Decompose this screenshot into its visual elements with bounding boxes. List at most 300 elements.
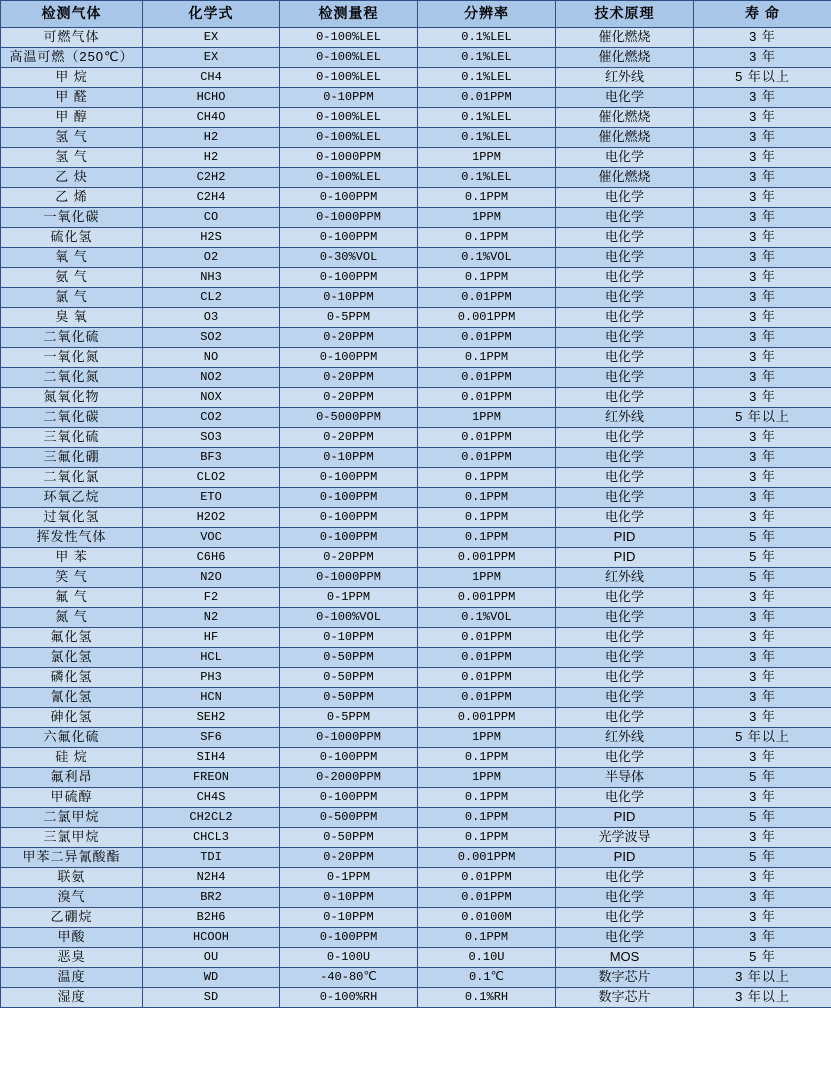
cell-range: -40-80℃ (280, 968, 418, 988)
cell-life: 5 年 (694, 768, 831, 788)
table-row (1, 928, 831, 948)
cell-resolution: 1PPM (418, 728, 556, 748)
cell-resolution: 0.1PPM (418, 828, 556, 848)
cell-range: 0-100PPM (280, 928, 418, 948)
cell-principle: 电化学 (556, 468, 694, 488)
table-row (1, 428, 831, 448)
cell-life: 3 年 (694, 108, 831, 128)
cell-range: 0-100PPM (280, 528, 418, 548)
cell-formula: CH4S (143, 788, 280, 808)
cell-resolution: 0.01PPM (418, 88, 556, 108)
cell-principle: 电化学 (556, 628, 694, 648)
table-row (1, 608, 831, 628)
cell-resolution: 0.1PPM (418, 228, 556, 248)
table-row (1, 48, 831, 68)
cell-resolution: 0.1PPM (418, 488, 556, 508)
cell-formula: EX (143, 48, 280, 68)
cell-gas: 乙 炔 (1, 168, 143, 188)
cell-formula: TDI (143, 848, 280, 868)
cell-formula: B2H6 (143, 908, 280, 928)
cell-formula: HCL (143, 648, 280, 668)
cell-life: 3 年 (694, 48, 831, 68)
cell-gas: 氮氧化物 (1, 388, 143, 408)
cell-formula: H2 (143, 128, 280, 148)
table-row (1, 968, 831, 988)
table-row (1, 308, 831, 328)
cell-gas: 硅 烷 (1, 748, 143, 768)
cell-formula: CH4O (143, 108, 280, 128)
table-row (1, 988, 831, 1008)
cell-life: 3 年 (694, 748, 831, 768)
cell-range: 0-10PPM (280, 628, 418, 648)
column-header-principle: 技术原理 (556, 1, 694, 28)
cell-gas: 硫化氢 (1, 228, 143, 248)
cell-range: 0-20PPM (280, 848, 418, 868)
cell-principle: 红外线 (556, 568, 694, 588)
cell-life: 3 年 (694, 708, 831, 728)
cell-formula: CHCL3 (143, 828, 280, 848)
cell-life: 5 年以上 (694, 68, 831, 88)
cell-range: 0-1000PPM (280, 568, 418, 588)
cell-gas: 氯 气 (1, 288, 143, 308)
cell-principle: 电化学 (556, 368, 694, 388)
table-row (1, 588, 831, 608)
cell-resolution: 0.001PPM (418, 708, 556, 728)
cell-principle: PID (556, 808, 694, 828)
cell-principle: 红外线 (556, 728, 694, 748)
cell-resolution: 1PPM (418, 568, 556, 588)
cell-formula: SO2 (143, 328, 280, 348)
cell-range: 0-100PPM (280, 228, 418, 248)
cell-gas: 甲 烷 (1, 68, 143, 88)
cell-principle: 电化学 (556, 428, 694, 448)
cell-resolution: 1PPM (418, 768, 556, 788)
cell-resolution: 0.01PPM (418, 368, 556, 388)
cell-life: 5 年 (694, 528, 831, 548)
column-header-formula: 化学式 (143, 1, 280, 28)
cell-formula: HF (143, 628, 280, 648)
cell-gas: 联氨 (1, 868, 143, 888)
table-row (1, 188, 831, 208)
cell-range: 0-100%RH (280, 988, 418, 1008)
cell-range: 0-20PPM (280, 428, 418, 448)
cell-formula: CH4 (143, 68, 280, 88)
cell-range: 0-100%LEL (280, 68, 418, 88)
table-row (1, 208, 831, 228)
cell-life: 3 年 (694, 228, 831, 248)
cell-formula: CH2CL2 (143, 808, 280, 828)
cell-range: 0-20PPM (280, 328, 418, 348)
column-header-life: 寿 命 (694, 1, 831, 28)
cell-life: 5 年 (694, 948, 831, 968)
cell-principle: 电化学 (556, 488, 694, 508)
table-row (1, 548, 831, 568)
cell-gas: 温度 (1, 968, 143, 988)
table-row (1, 568, 831, 588)
table-row (1, 788, 831, 808)
table-body (1, 28, 831, 1008)
cell-life: 3 年 (694, 788, 831, 808)
cell-principle: 电化学 (556, 308, 694, 328)
cell-resolution: 0.001PPM (418, 308, 556, 328)
cell-principle: PID (556, 848, 694, 868)
cell-range: 0-20PPM (280, 368, 418, 388)
cell-range: 0-20PPM (280, 548, 418, 568)
cell-principle: 电化学 (556, 188, 694, 208)
cell-principle: 电化学 (556, 748, 694, 768)
cell-resolution: 0.01PPM (418, 388, 556, 408)
cell-range: 0-1000PPM (280, 728, 418, 748)
cell-gas: 环氧乙烷 (1, 488, 143, 508)
cell-gas: 一氧化碳 (1, 208, 143, 228)
cell-principle: PID (556, 548, 694, 568)
cell-principle: 电化学 (556, 668, 694, 688)
cell-range: 0-100PPM (280, 268, 418, 288)
cell-gas: 甲硫醇 (1, 788, 143, 808)
cell-formula: CL2 (143, 288, 280, 308)
cell-formula: NO2 (143, 368, 280, 388)
cell-life: 3 年 (694, 308, 831, 328)
cell-principle: 电化学 (556, 88, 694, 108)
cell-life: 3 年 (694, 488, 831, 508)
table-row (1, 948, 831, 968)
cell-range: 0-100PPM (280, 488, 418, 508)
cell-formula: N2O (143, 568, 280, 588)
cell-gas: 甲苯二异氰酸酯 (1, 848, 143, 868)
table-row (1, 728, 831, 748)
cell-resolution: 0.01PPM (418, 288, 556, 308)
cell-principle: MOS (556, 948, 694, 968)
cell-life: 3 年 (694, 928, 831, 948)
cell-range: 0-50PPM (280, 668, 418, 688)
cell-range: 0-500PPM (280, 808, 418, 828)
cell-principle: 红外线 (556, 68, 694, 88)
cell-principle: 电化学 (556, 928, 694, 948)
cell-range: 0-10PPM (280, 88, 418, 108)
cell-principle: 光学波导 (556, 828, 694, 848)
cell-gas: 二氧化氯 (1, 468, 143, 488)
cell-gas: 氧 气 (1, 248, 143, 268)
cell-life: 5 年以上 (694, 408, 831, 428)
cell-resolution: 0.1PPM (418, 528, 556, 548)
cell-life: 3 年 (694, 188, 831, 208)
cell-principle: 电化学 (556, 708, 694, 728)
cell-resolution: 0.1%VOL (418, 248, 556, 268)
cell-range: 0-100%LEL (280, 48, 418, 68)
cell-resolution: 0.001PPM (418, 848, 556, 868)
cell-resolution: 0.001PPM (418, 588, 556, 608)
cell-formula: EX (143, 28, 280, 48)
cell-resolution: 1PPM (418, 148, 556, 168)
cell-range: 0-100%LEL (280, 168, 418, 188)
cell-gas: 湿度 (1, 988, 143, 1008)
cell-formula: CO2 (143, 408, 280, 428)
cell-formula: O3 (143, 308, 280, 328)
cell-principle: 电化学 (556, 268, 694, 288)
cell-range: 0-100PPM (280, 348, 418, 368)
cell-principle: 电化学 (556, 688, 694, 708)
cell-principle: 催化燃烧 (556, 168, 694, 188)
cell-formula: C2H2 (143, 168, 280, 188)
cell-life: 3 年 (694, 208, 831, 228)
cell-range: 0-10PPM (280, 908, 418, 928)
table-header (1, 1, 831, 28)
cell-life: 3 年以上 (694, 988, 831, 1008)
cell-life: 3 年 (694, 88, 831, 108)
cell-principle: 红外线 (556, 408, 694, 428)
table-row (1, 68, 831, 88)
cell-gas: 氢 气 (1, 128, 143, 148)
cell-formula: H2 (143, 148, 280, 168)
table-row (1, 128, 831, 148)
cell-principle: 电化学 (556, 648, 694, 668)
cell-resolution: 0.1PPM (418, 748, 556, 768)
table-row (1, 88, 831, 108)
table-row (1, 488, 831, 508)
cell-resolution: 0.1%LEL (418, 108, 556, 128)
cell-principle: 催化燃烧 (556, 48, 694, 68)
cell-principle: 电化学 (556, 788, 694, 808)
cell-gas: 三氧化硫 (1, 428, 143, 448)
cell-life: 3 年 (694, 868, 831, 888)
cell-resolution: 0.1PPM (418, 928, 556, 948)
cell-formula: OU (143, 948, 280, 968)
cell-resolution: 0.001PPM (418, 548, 556, 568)
cell-formula: VOC (143, 528, 280, 548)
cell-principle: 数字芯片 (556, 988, 694, 1008)
cell-range: 0-100PPM (280, 508, 418, 528)
cell-life: 3 年 (694, 888, 831, 908)
table-row (1, 668, 831, 688)
cell-life: 5 年 (694, 548, 831, 568)
cell-gas: 乙硼烷 (1, 908, 143, 928)
table-row (1, 268, 831, 288)
cell-formula: BR2 (143, 888, 280, 908)
cell-formula: H2S (143, 228, 280, 248)
cell-resolution: 0.1PPM (418, 348, 556, 368)
cell-gas: 溴气 (1, 888, 143, 908)
cell-gas: 甲 醇 (1, 108, 143, 128)
cell-formula: CLO2 (143, 468, 280, 488)
cell-resolution: 0.1PPM (418, 468, 556, 488)
cell-life: 3 年 (694, 388, 831, 408)
cell-life: 3 年 (694, 248, 831, 268)
cell-life: 3 年以上 (694, 968, 831, 988)
cell-resolution: 0.10U (418, 948, 556, 968)
cell-formula: H2O2 (143, 508, 280, 528)
table-row (1, 508, 831, 528)
cell-resolution: 0.01PPM (418, 668, 556, 688)
cell-range: 0-50PPM (280, 648, 418, 668)
cell-gas: 一氧化氮 (1, 348, 143, 368)
cell-resolution: 0.01PPM (418, 868, 556, 888)
table-row (1, 908, 831, 928)
cell-life: 3 年 (694, 328, 831, 348)
column-header-gas: 检测气体 (1, 1, 143, 28)
cell-life: 3 年 (694, 668, 831, 688)
cell-range: 0-2000PPM (280, 768, 418, 788)
cell-resolution: 0.01PPM (418, 688, 556, 708)
cell-life: 3 年 (694, 908, 831, 928)
cell-formula: HCHO (143, 88, 280, 108)
cell-resolution: 0.01PPM (418, 448, 556, 468)
table-row (1, 328, 831, 348)
cell-resolution: 0.01PPM (418, 648, 556, 668)
cell-life: 5 年 (694, 808, 831, 828)
cell-range: 0-1000PPM (280, 208, 418, 228)
cell-formula: O2 (143, 248, 280, 268)
cell-principle: 电化学 (556, 608, 694, 628)
table-row (1, 288, 831, 308)
cell-gas: 笑 气 (1, 568, 143, 588)
cell-life: 3 年 (694, 168, 831, 188)
table-row (1, 688, 831, 708)
cell-principle: 电化学 (556, 228, 694, 248)
cell-gas: 砷化氢 (1, 708, 143, 728)
cell-range: 0-100PPM (280, 188, 418, 208)
cell-gas: 恶臭 (1, 948, 143, 968)
cell-principle: 催化燃烧 (556, 128, 694, 148)
cell-resolution: 0.01PPM (418, 888, 556, 908)
cell-formula: BF3 (143, 448, 280, 468)
cell-principle: 电化学 (556, 328, 694, 348)
table-row (1, 628, 831, 648)
cell-principle: 电化学 (556, 908, 694, 928)
cell-formula: FREON (143, 768, 280, 788)
cell-life: 3 年 (694, 348, 831, 368)
cell-life: 5 年 (694, 568, 831, 588)
cell-gas: 乙 烯 (1, 188, 143, 208)
cell-range: 0-1000PPM (280, 148, 418, 168)
cell-principle: 电化学 (556, 888, 694, 908)
cell-gas: 氟 气 (1, 588, 143, 608)
cell-range: 0-100%LEL (280, 108, 418, 128)
cell-range: 0-30%VOL (280, 248, 418, 268)
cell-life: 3 年 (694, 368, 831, 388)
cell-principle: 电化学 (556, 508, 694, 528)
column-header-range: 检测量程 (280, 1, 418, 28)
cell-range: 0-10PPM (280, 888, 418, 908)
cell-range: 0-5PPM (280, 308, 418, 328)
cell-gas: 甲 苯 (1, 548, 143, 568)
table-row (1, 148, 831, 168)
table-row (1, 848, 831, 868)
cell-life: 3 年 (694, 588, 831, 608)
cell-gas: 氰化氢 (1, 688, 143, 708)
cell-formula: NOX (143, 388, 280, 408)
table-row (1, 748, 831, 768)
cell-gas: 二氧化硫 (1, 328, 143, 348)
cell-resolution: 0.01PPM (418, 328, 556, 348)
cell-gas: 磷化氢 (1, 668, 143, 688)
cell-gas: 甲 醛 (1, 88, 143, 108)
cell-gas: 臭 氧 (1, 308, 143, 328)
cell-life: 3 年 (694, 448, 831, 468)
cell-life: 3 年 (694, 628, 831, 648)
cell-principle: 催化燃烧 (556, 28, 694, 48)
cell-resolution: 0.1PPM (418, 508, 556, 528)
cell-resolution: 0.1%LEL (418, 168, 556, 188)
cell-gas: 高温可燃（250℃） (1, 48, 143, 68)
table-row (1, 248, 831, 268)
cell-life: 3 年 (694, 508, 831, 528)
cell-resolution: 0.1PPM (418, 268, 556, 288)
cell-resolution: 0.1%LEL (418, 48, 556, 68)
cell-resolution: 0.1%LEL (418, 68, 556, 88)
cell-principle: 电化学 (556, 148, 694, 168)
cell-range: 0-100U (280, 948, 418, 968)
cell-range: 0-100%LEL (280, 128, 418, 148)
cell-range: 0-1PPM (280, 588, 418, 608)
cell-resolution: 0.1%VOL (418, 608, 556, 628)
cell-formula: NH3 (143, 268, 280, 288)
cell-resolution: 0.1PPM (418, 788, 556, 808)
cell-formula: WD (143, 968, 280, 988)
cell-gas: 氟化氢 (1, 628, 143, 648)
cell-principle: 数字芯片 (556, 968, 694, 988)
cell-life: 5 年以上 (694, 728, 831, 748)
table-header-row (1, 1, 831, 28)
table-row (1, 808, 831, 828)
table-row (1, 368, 831, 388)
cell-range: 0-100PPM (280, 468, 418, 488)
cell-formula: C2H4 (143, 188, 280, 208)
cell-resolution: 0.1℃ (418, 968, 556, 988)
cell-formula: SEH2 (143, 708, 280, 728)
cell-life: 3 年 (694, 288, 831, 308)
table-row (1, 168, 831, 188)
cell-range: 0-50PPM (280, 828, 418, 848)
cell-gas: 氢 气 (1, 148, 143, 168)
cell-formula: SIH4 (143, 748, 280, 768)
cell-principle: 电化学 (556, 868, 694, 888)
cell-resolution: 0.1%LEL (418, 28, 556, 48)
cell-formula: SF6 (143, 728, 280, 748)
table-row (1, 408, 831, 428)
cell-principle: 半导体 (556, 768, 694, 788)
cell-gas: 二氯甲烷 (1, 808, 143, 828)
cell-range: 0-5PPM (280, 708, 418, 728)
table-row (1, 648, 831, 668)
cell-life: 3 年 (694, 648, 831, 668)
cell-principle: PID (556, 528, 694, 548)
cell-life: 3 年 (694, 828, 831, 848)
cell-principle: 电化学 (556, 208, 694, 228)
cell-life: 3 年 (694, 428, 831, 448)
cell-resolution: 1PPM (418, 408, 556, 428)
table-row (1, 108, 831, 128)
cell-range: 0-1PPM (280, 868, 418, 888)
cell-resolution: 0.1%RH (418, 988, 556, 1008)
table-row (1, 888, 831, 908)
cell-principle: 电化学 (556, 348, 694, 368)
cell-life: 3 年 (694, 688, 831, 708)
cell-gas: 三氟化硼 (1, 448, 143, 468)
table-row (1, 468, 831, 488)
cell-formula: CO (143, 208, 280, 228)
cell-range: 0-50PPM (280, 688, 418, 708)
cell-principle: 电化学 (556, 248, 694, 268)
cell-life: 3 年 (694, 608, 831, 628)
table-row (1, 708, 831, 728)
cell-gas: 二氧化碳 (1, 408, 143, 428)
table-row (1, 388, 831, 408)
cell-life: 3 年 (694, 128, 831, 148)
table-row (1, 448, 831, 468)
cell-life: 3 年 (694, 28, 831, 48)
cell-resolution: 1PPM (418, 208, 556, 228)
cell-range: 0-10PPM (280, 448, 418, 468)
